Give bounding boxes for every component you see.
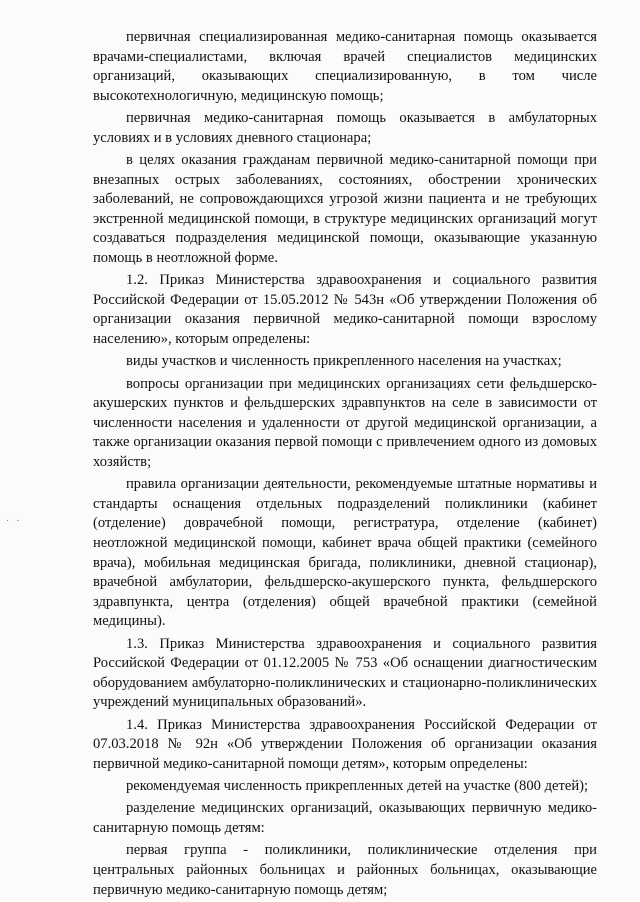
paragraph-specialized-care: первичная специализированная медико-санитарная помощь оказывается врачами-специалистами, включая врачей специалистов медицинских организаций, оказывающих специализированную, в том числе высокотехнологичную, медицинскую помощь; xyxy=(93,29,597,104)
paragraph-rural-network: вопросы организации при медицинских организациях сети фельдшерско-акушерских пунктов и фельдшерских здравпунктов на селе в зависимости от численности населения и удаленности от другой медицинской организации, а также организации оказания первой помощи с привлечением одного из домовых хозяйств; xyxy=(93,375,597,470)
paragraph-staffing-rules: правила организации деятельности, рекомендуемые штатные нормативы и стандарты оснащения отдельных подразделений поликлиники (кабинет (отделение) доврачебной помощи, регистратура, отделение (кабинет) неотложной медицинской помощи, кабинет врача общей практики (семейного врача), мобильная медицинская бригада, поликлиники, дневной стационар), врачебной амбулатории, фельдшерско-акушерского пункта, фельдшерского здравпункта, центра (отделения) общей врачебной практики (семейной медицины). xyxy=(93,476,597,630)
paragraph-care-conditions: первичная медико-санитарная помощь оказывается в амбулаторных условиях и в условиях дневного стационара; xyxy=(93,110,597,146)
scan-artifact-mark: · · xyxy=(6,515,22,526)
paragraph-order-92n: 1.4. Приказ Министерства здравоохранения Российской Федерации от 07.03.2018 № 92н «Об утверждении Положения об организации оказания первичной медико-санитарной помощи детям», которым определены: xyxy=(93,716,597,772)
paragraph-first-group: первая группа - поликлиники, поликлинические отделения при центральных районных больницах и районных больницах, оказывающие первичную медико-санитарную помощь детям; xyxy=(93,842,597,898)
paragraph-children-per-district: рекомендуемая численность прикрепленных детей на участке (800 детей); xyxy=(126,778,589,795)
document-body xyxy=(93,28,597,900)
paragraph-order-753: 1.3. Приказ Министерства здравоохранения и социального развития Российской Федерации от 01.12.2005 № 753 «Об оснащении диагностическим оборудованием амбулаторно-поликлинических и стационарно-поликлинических учреждений муниципальных образований». xyxy=(93,635,597,711)
paragraph-organization-groups: разделение медицинских организаций, оказывающих первичную медико-санитарную помощь детям: xyxy=(93,800,597,837)
paragraph-urgent-care-units: в целях оказания гражданам первичной медико-санитарной помощи при внезапных острых заболеваниях, состояниях, обострении хронических заболеваний, не сопровождающихся угрозой жизни пациента и не требующих экстренной медицинской помощи, в структуре медицинских организаций могут создаваться подразделения медицинской помощи, оказывающие указанную помощь в неотложной форме. xyxy=(93,151,597,266)
paragraph-order-543n: 1.2. Приказ Министерства здравоохранения и социального развития Российской Федерации от 15.05.2012 № 543н «Об утверждении Положения об организации оказания первичной медико-санитарной помощи взрослому населению», которым определены: xyxy=(93,272,597,347)
paragraph-district-types: виды участков и численность прикрепленного населения на участках; xyxy=(126,353,562,370)
